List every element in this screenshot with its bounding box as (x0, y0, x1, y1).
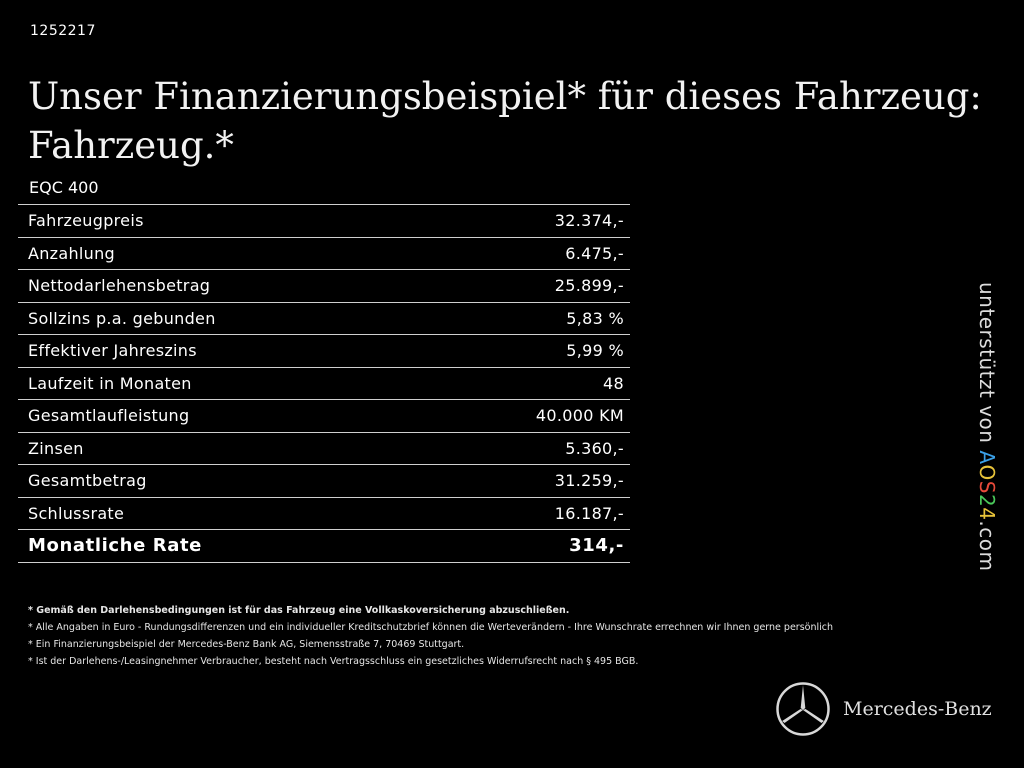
row-value: 32.374,- (554, 211, 624, 231)
row-label: Gesamtlaufleistung (28, 406, 190, 426)
model-name: EQC 400 (29, 178, 99, 197)
table-row (18, 205, 630, 238)
table-row (18, 368, 630, 401)
row-value: 25.899,- (554, 276, 624, 296)
row-label: Nettodarlehensbetrag (28, 276, 211, 296)
footnotes (28, 602, 1003, 670)
id-code: 1252217 (30, 23, 96, 39)
row-value: 16.187,- (554, 503, 624, 523)
row-value: 5.360,- (565, 438, 624, 458)
row-label: Schlussrate (28, 503, 125, 523)
footnote: * Alle Angaben in Euro - Rundungsdifferenzen und ein individueller Kreditschutzbrief können die Werteverändern - Ihre Wunschrate errechnen wir Ihnen gerne persönlich (28, 622, 833, 633)
page-title: Unser Finanzierungsbeispiel* für dieses Fahrzeug: Fahrzeug.* (28, 75, 982, 167)
table-row (18, 433, 630, 466)
aos24-logo (975, 450, 999, 520)
supported-by-suffix: .com (975, 520, 999, 572)
supported-by-label (975, 282, 999, 572)
row-value: 6.475,- (565, 243, 624, 263)
table-row (18, 238, 630, 271)
row-label: Gesamtbetrag (28, 471, 147, 491)
row-label: Effektiver Jahreszins (28, 341, 197, 361)
brand-name: Mercedes-Benz (843, 698, 992, 720)
total-label: Monatliche Rate (28, 535, 202, 557)
table-row (18, 498, 630, 531)
aos-letter: S (975, 480, 999, 494)
footnote: * Ein Finanzierungsbeispiel der Mercedes-Benz Bank AG, Siemensstraße 7, 70469 Stuttgart. (28, 639, 465, 650)
row-label: Zinsen (28, 438, 84, 458)
row-value: 5,83 % (566, 308, 624, 328)
row-label: Laufzeit in Monaten (28, 373, 192, 393)
finance-table (18, 204, 630, 563)
footnote: * Gemäß den Darlehensbedingungen ist für das Fahrzeug eine Vollkaskoversicherung abzuschließen. (28, 605, 570, 616)
table-row (18, 465, 630, 498)
row-value: 5,99 % (566, 341, 624, 361)
table-row (18, 400, 630, 433)
row-label: Fahrzeugpreis (28, 211, 144, 231)
total-row (18, 530, 630, 563)
row-label: Anzahlung (28, 243, 116, 263)
table-row (18, 270, 630, 303)
aos-letter: 4 (975, 507, 999, 521)
row-label: Sollzins p.a. gebunden (28, 308, 216, 328)
table-row (18, 303, 630, 336)
brand-logo (775, 681, 992, 737)
total-value: 314,- (569, 535, 624, 557)
row-value: 48 (603, 373, 624, 393)
row-value: 31.259,- (554, 471, 624, 491)
aos-letter: O (975, 464, 999, 481)
mercedes-star-icon (775, 681, 831, 737)
table-row (18, 335, 630, 368)
footnote: * Ist der Darlehens-/Leasingnehmer Verbraucher, besteht nach Vertragsschluss ein gesetzliches Widerrufsrecht nach § 495 BGB. (28, 656, 639, 667)
aos-letter: 2 (975, 493, 999, 508)
aos-letter: A (975, 450, 999, 465)
row-value: 40.000 KM (535, 406, 624, 426)
supported-by-prefix: unterstützt von (975, 282, 999, 444)
